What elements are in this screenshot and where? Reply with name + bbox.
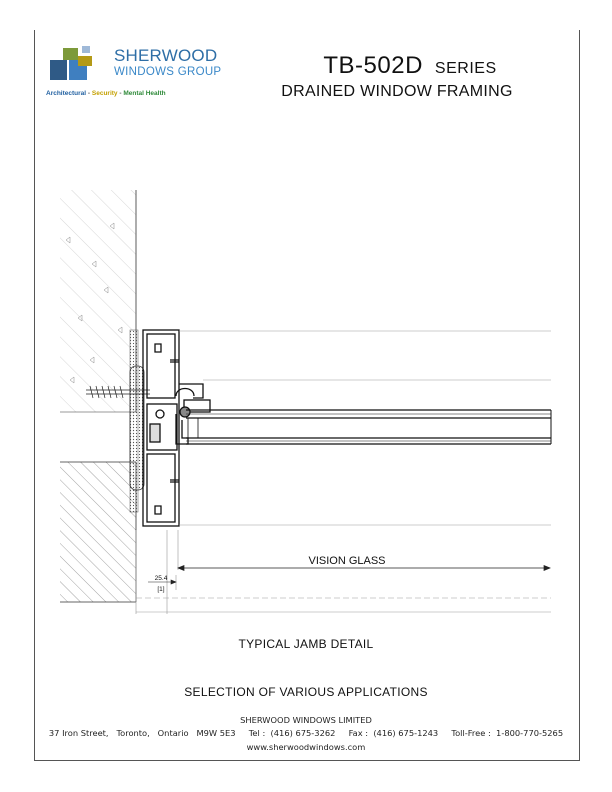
brand-subtitle: WINDOWS GROUP (114, 66, 222, 78)
document-subtitle: DRAINED WINDOW FRAMING (281, 83, 513, 100)
concrete-wall (60, 190, 136, 412)
footer-contact-line (0, 728, 612, 738)
series-label: SERIES (434, 60, 497, 77)
footer-tollfree: Toll-Free : 1-800-770-5265 (451, 728, 564, 738)
dimension-unit: [1] (157, 586, 165, 593)
aluminum-frame (143, 330, 210, 526)
footer-fax: Fax : (416) 675-1243 (348, 728, 439, 738)
tagline-mental-health: Mental Health (123, 90, 166, 97)
insulation-foam (130, 366, 144, 490)
tagline-separator: - (117, 90, 124, 97)
tagline-security: Security (91, 90, 118, 97)
detail-caption: TYPICAL JAMB DETAIL (238, 637, 374, 651)
lower-wall (60, 462, 136, 602)
footer-company: SHERWOOD WINDOWS LIMITED (240, 715, 372, 725)
brand-name: SHERWOOD (114, 46, 218, 65)
tagline-architectural: Architectural (46, 90, 87, 97)
footer-tel: Tel : (416) 675-3262 (248, 728, 336, 738)
footer-website[interactable]: www.sherwoodwindows.com (246, 742, 366, 752)
glazing-unit (186, 410, 551, 444)
applications-caption: SELECTION OF VARIOUS APPLICATIONS (184, 685, 428, 699)
vision-glass-label: VISION GLASS (308, 555, 386, 567)
reference-lines (136, 331, 551, 614)
dimension-value: 25.4 (154, 575, 168, 582)
tagline-separator: - (86, 90, 92, 97)
product-code: TB-502D (323, 52, 423, 79)
footer-address: 37 Iron Street, Toronto, Ontario M9W 5E3 (48, 728, 236, 738)
